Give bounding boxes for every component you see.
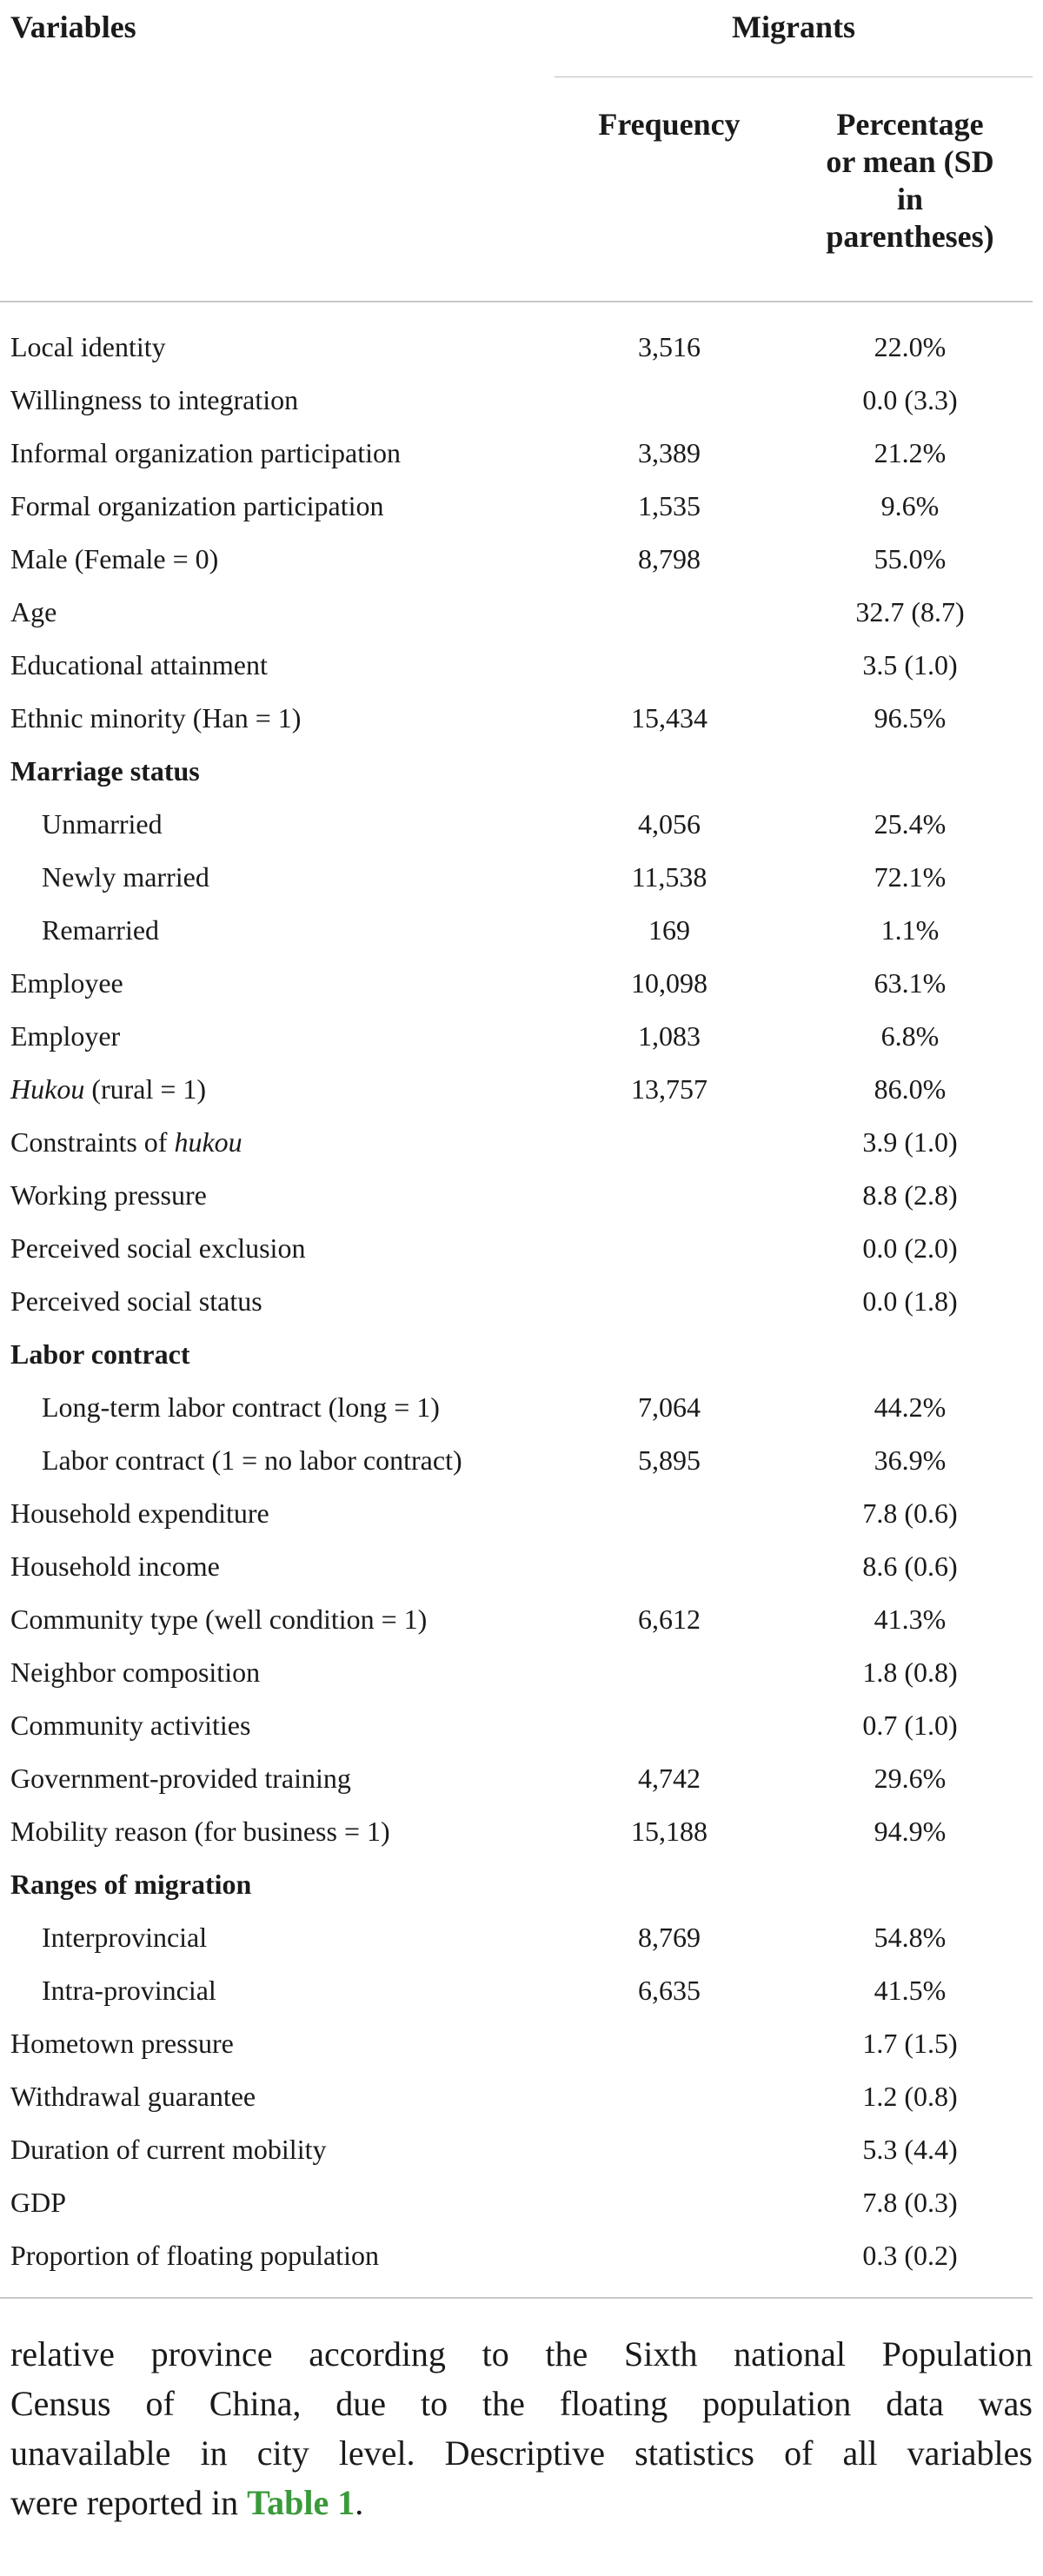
table-row (0, 2123, 1033, 2176)
table-row (0, 1646, 1033, 1699)
percentage-cell: 8.6 (0.6) (862, 1550, 958, 1582)
header-percentage (784, 106, 1036, 256)
variable-label: Community type (well condition = 1) (10, 1603, 428, 1635)
table-row (0, 321, 1033, 374)
frequency-cell: 1,083 (638, 1020, 701, 1052)
frequency-cell: 169 (648, 914, 690, 946)
paragraph-line: Census of China, due to the floating population data was (10, 2384, 1033, 2423)
table-row (0, 1275, 1033, 1328)
percentage-cell: 1.7 (1.5) (862, 2028, 958, 2059)
percentage-cell: 41.3% (874, 1603, 947, 1635)
percentage-cell: 55.0% (874, 543, 947, 574)
table-row (0, 2176, 1033, 2229)
frequency-cell: 11,538 (631, 861, 708, 893)
percentage-cell: 8.8 (2.8) (862, 1179, 958, 1211)
variable-label: Employee (10, 967, 123, 999)
percentage-cell: 7.8 (0.3) (862, 2187, 958, 2218)
table-row (0, 427, 1033, 480)
frequency-cell: 5,895 (638, 1444, 701, 1476)
table-row (0, 533, 1033, 586)
variable-label: Unmarried (42, 808, 163, 840)
table-1-link[interactable]: Table 1 (247, 2483, 355, 2522)
table-row (0, 1593, 1033, 1646)
table-row (0, 1964, 1033, 2017)
variable-label: Constraints of hukou (10, 1126, 242, 1158)
table-row (0, 2229, 1033, 2282)
table-row (0, 2017, 1033, 2070)
table-group-header (0, 1328, 1033, 1381)
variable-label: Labor contract (10, 1338, 190, 1370)
percentage-cell: 44.2% (874, 1391, 947, 1423)
table-row (0, 1487, 1033, 1540)
variable-label: Male (Female = 0) (10, 543, 219, 574)
body-paragraph (10, 2329, 1033, 2527)
variable-label: Age (10, 596, 57, 627)
table-row (0, 1381, 1033, 1434)
percentage-cell: 1.2 (0.8) (862, 2081, 958, 2112)
paragraph-text: were reported in (10, 2483, 248, 2522)
variable-label: Local identity (10, 331, 166, 362)
percentage-cell: 86.0% (874, 1073, 947, 1105)
header-migrants: Migrants (732, 10, 855, 44)
frequency-cell: 8,798 (638, 543, 701, 574)
table-row (0, 1116, 1033, 1169)
variable-label: Household expenditure (10, 1497, 269, 1529)
paragraph-line: unavailable in city level. Descriptive statistics of all variables (10, 2433, 1033, 2473)
table-row (0, 586, 1033, 639)
table-row (0, 1805, 1033, 1858)
frequency-cell: 3,516 (638, 331, 701, 362)
table-row (0, 374, 1033, 427)
frequency-cell: 15,188 (631, 1816, 708, 1847)
header-percentage-line: parentheses) (826, 219, 994, 254)
table-bottom-rule (0, 2297, 1033, 2299)
variable-label: Interprovincial (42, 1922, 208, 1953)
header-rule (0, 301, 1033, 302)
percentage-cell: 41.5% (874, 1975, 947, 2006)
variable-label: Hukou (rural = 1) (10, 1073, 207, 1105)
percentage-cell: 72.1% (874, 861, 947, 893)
variable-label: Long-term labor contract (long = 1) (42, 1391, 440, 1423)
variable-label: Newly married (42, 861, 209, 893)
variable-label: Intra-provincial (42, 1975, 216, 2006)
percentage-cell: 63.1% (874, 967, 947, 999)
frequency-cell: 1,535 (638, 490, 701, 521)
header-percentage-line: in (896, 182, 924, 216)
variable-label: Remarried (42, 914, 160, 946)
variable-label: Neighbor composition (10, 1656, 261, 1688)
frequency-cell: 4,056 (638, 808, 701, 840)
paragraph-text: . (355, 2483, 364, 2522)
percentage-cell: 29.6% (874, 1763, 947, 1794)
percentage-cell: 5.3 (4.4) (862, 2134, 958, 2165)
variable-label: Informal organization participation (10, 437, 402, 468)
percentage-cell: 0.3 (0.2) (862, 2240, 958, 2271)
table-row (0, 1222, 1033, 1275)
table-row (0, 1063, 1033, 1116)
variable-label: Duration of current mobility (10, 2134, 327, 2165)
variable-label: Ethnic minority (Han = 1) (10, 702, 302, 734)
header-variables: Variables (10, 10, 136, 44)
table-row (0, 798, 1033, 851)
paragraph-line (10, 2478, 1033, 2527)
variable-label: Ranges of migration (10, 1869, 252, 1900)
table-row (0, 1540, 1033, 1593)
variable-label: Willingness to integration (10, 384, 299, 415)
frequency-cell: 7,064 (638, 1391, 701, 1423)
header-group-rule (555, 76, 1033, 77)
percentage-cell: 0.0 (1.8) (862, 1285, 958, 1317)
variable-label: Perceived social exclusion (10, 1232, 306, 1264)
percentage-cell: 0.0 (2.0) (862, 1232, 958, 1264)
variable-label: Working pressure (10, 1179, 207, 1211)
variable-label: Marriage status (10, 755, 200, 787)
variable-label: Educational attainment (10, 649, 268, 681)
variable-label: Community activities (10, 1710, 251, 1741)
percentage-cell: 7.8 (0.6) (862, 1497, 958, 1529)
frequency-cell: 6,635 (638, 1975, 701, 2006)
percentage-cell: 21.2% (874, 437, 947, 468)
table-row (0, 692, 1033, 745)
frequency-cell: 8,769 (638, 1922, 701, 1953)
frequency-cell: 15,434 (631, 702, 708, 734)
percentage-cell: 0.7 (1.0) (862, 1710, 958, 1741)
table-row (0, 851, 1033, 904)
variable-label: Government-provided training (10, 1763, 351, 1794)
frequency-cell: 3,389 (638, 437, 701, 468)
percentage-cell: 36.9% (874, 1444, 947, 1476)
frequency-cell: 10,098 (631, 967, 708, 999)
header-frequency: Frequency (598, 107, 741, 142)
frequency-cell: 6,612 (638, 1603, 701, 1635)
percentage-cell: 0.0 (3.3) (862, 384, 958, 415)
variable-label: Perceived social status (10, 1285, 262, 1317)
table-row (0, 1752, 1033, 1805)
percentage-cell: 94.9% (874, 1816, 947, 1847)
frequency-cell: 13,757 (631, 1073, 708, 1105)
frequency-cell: 4,742 (638, 1763, 701, 1794)
percentage-cell: 54.8% (874, 1922, 947, 1953)
table-row (0, 480, 1033, 533)
paragraph-line: relative province according to the Sixth national Population (10, 2334, 1033, 2374)
table-row (0, 639, 1033, 692)
header-percentage-line: Percentage (836, 107, 984, 142)
header-percentage-line: or mean (SD (826, 144, 994, 179)
table-row (0, 957, 1033, 1010)
percentage-cell: 3.9 (1.0) (862, 1126, 958, 1158)
table-row (0, 1911, 1033, 1964)
variable-label: Labor contract (1 = no labor contract) (42, 1444, 462, 1476)
table-row (0, 1699, 1033, 1752)
table-group-header (0, 745, 1033, 798)
percentage-cell: 25.4% (874, 808, 947, 840)
variable-label: Household income (10, 1550, 220, 1582)
percentage-cell: 1.1% (880, 914, 940, 946)
table-row (0, 1169, 1033, 1222)
percentage-cell: 96.5% (874, 702, 947, 734)
variable-label: Withdrawal guarantee (10, 2081, 256, 2112)
variable-label: Formal organization participation (10, 490, 384, 521)
table-row (0, 1434, 1033, 1487)
table-row (0, 2070, 1033, 2123)
variable-label: Proportion of floating population (10, 2240, 379, 2271)
percentage-cell: 32.7 (8.7) (855, 596, 965, 627)
percentage-cell: 22.0% (874, 331, 947, 362)
variable-label: Employer (10, 1020, 121, 1052)
variable-label: GDP (10, 2187, 67, 2218)
percentage-cell: 3.5 (1.0) (862, 649, 958, 681)
variable-label: Mobility reason (for business = 1) (10, 1816, 390, 1847)
percentage-cell: 9.6% (880, 490, 940, 521)
variable-label: Hometown pressure (10, 2028, 234, 2059)
table-group-header (0, 1858, 1033, 1911)
percentage-cell: 1.8 (0.8) (862, 1656, 958, 1688)
table-row (0, 1010, 1033, 1063)
percentage-cell: 6.8% (880, 1020, 940, 1052)
table-row (0, 904, 1033, 957)
